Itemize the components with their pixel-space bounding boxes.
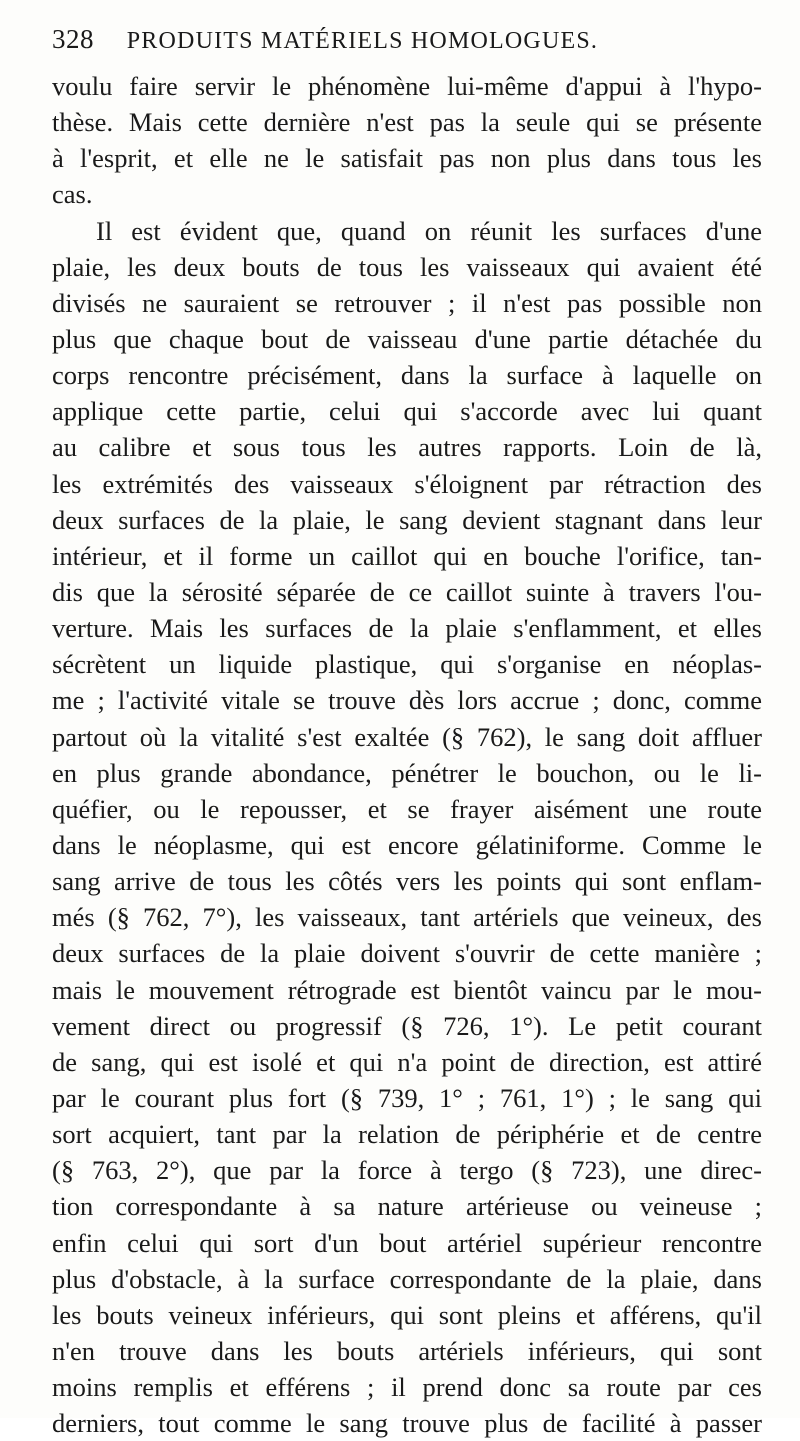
- text-line: (§ 763, 2°), que par la force à tergo (§ 723), une direc-: [52, 1155, 762, 1186]
- text-line: les extrémités des vaisseaux s'éloignent par rétraction des: [52, 468, 762, 499]
- text-line: més (§ 762, 7°), les vaisseaux, tant artériels que veineux, des: [52, 902, 762, 933]
- text-line: quéfier, ou le repousser, et se frayer aisément une route: [52, 793, 762, 824]
- text-line: voulu faire servir le phénomène lui-même d'appui à l'hypo-: [52, 71, 762, 101]
- text-line: intérieur, et il forme un caillot qui en bouche l'orifice, tan-: [52, 540, 762, 571]
- text-line: au calibre et sous tous les autres rapports. Loin de là,: [52, 432, 762, 463]
- text-line: dis que la sérosité séparée de ce caillot suinte à travers l'ou-: [52, 576, 762, 607]
- text-line: sort acquiert, tant par la relation de périphérie et de centre: [52, 1119, 762, 1150]
- text-line: thèse. Mais cette dernière n'est pas la seule qui se présente: [52, 107, 762, 138]
- text-line: partout où la vitalité s'est exaltée (§ 762), le sang doit affluer: [52, 721, 762, 752]
- text-line: vement direct ou progressif (§ 726, 1°). Le petit courant: [52, 1010, 762, 1041]
- text-line: dans le néoplasme, qui est encore gélatiniforme. Comme le: [52, 829, 762, 860]
- text-line: verture. Mais les surfaces de la plaie s'enflamment, et elles: [52, 613, 762, 644]
- text-line: plus que chaque bout de vaisseau d'une partie détachée du: [52, 323, 762, 354]
- running-title: PRODUITS MATÉRIELS HOMOLOGUES.: [126, 28, 599, 54]
- text-line: plaie, les deux bouts de tous les vaisseaux qui avaient été: [52, 251, 762, 282]
- text-line: me ; l'activité vitale se trouve dès lors accrue ; donc, comme: [52, 685, 762, 716]
- text-line: corps rencontre précisément, dans la surface à laquelle on: [52, 360, 762, 391]
- text-line: moins remplis et efférens ; il prend donc sa route par ces: [52, 1372, 762, 1403]
- text-line: mais le mouvement rétrograde est bientôt vaincu par le mou-: [52, 974, 762, 1005]
- text-line: sang arrive de tous les côtés vers les points qui sont enflam-: [52, 866, 762, 897]
- text-line: sécrètent un liquide plastique, qui s'organise en néoplas-: [52, 649, 762, 680]
- text-line: cas.: [52, 179, 93, 210]
- text-line: par le courant plus fort (§ 739, 1° ; 761, 1°) ; le sang qui: [52, 1082, 762, 1113]
- text-line: Il est évident que, quand on réunit les surfaces d'une: [96, 215, 762, 246]
- text-line: divisés ne sauraient se retrouver ; il n'est pas possible non: [52, 287, 762, 318]
- text-line: applique cette partie, celui qui s'accorde avec lui quant: [52, 396, 762, 427]
- text-line: plus d'obstacle, à la surface correspondante de la plaie, dans: [52, 1263, 762, 1294]
- page-header: [52, 22, 752, 56]
- text-line: derniers, tout comme le sang trouve plus de facilité à passer: [52, 1408, 762, 1439]
- text-line: n'en trouve dans les bouts artériels inférieurs, qui sont: [52, 1335, 762, 1366]
- text-line: tion correspondante à sa nature artérieuse ou veineuse ;: [52, 1191, 762, 1222]
- text-line: de sang, qui est isolé et qui n'a point de direction, est attiré: [52, 1046, 762, 1077]
- text-line: à l'esprit, et elle ne le satisfait pas non plus dans tous les: [52, 143, 762, 174]
- body-text: [52, 68, 762, 1441]
- text-line: enfin celui qui sort d'un bout artériel supérieur rencontre: [52, 1227, 762, 1258]
- text-line: deux surfaces de la plaie, le sang devient stagnant dans leur: [52, 504, 762, 535]
- text-line: les bouts veineux inférieurs, qui sont pleins et afférens, qu'il: [52, 1299, 762, 1330]
- text-line: deux surfaces de la plaie doivent s'ouvrir de cette manière ;: [52, 938, 762, 969]
- text-line: en plus grande abondance, pénétrer le bouchon, ou le li-: [52, 757, 762, 788]
- page-number: 328: [52, 24, 94, 54]
